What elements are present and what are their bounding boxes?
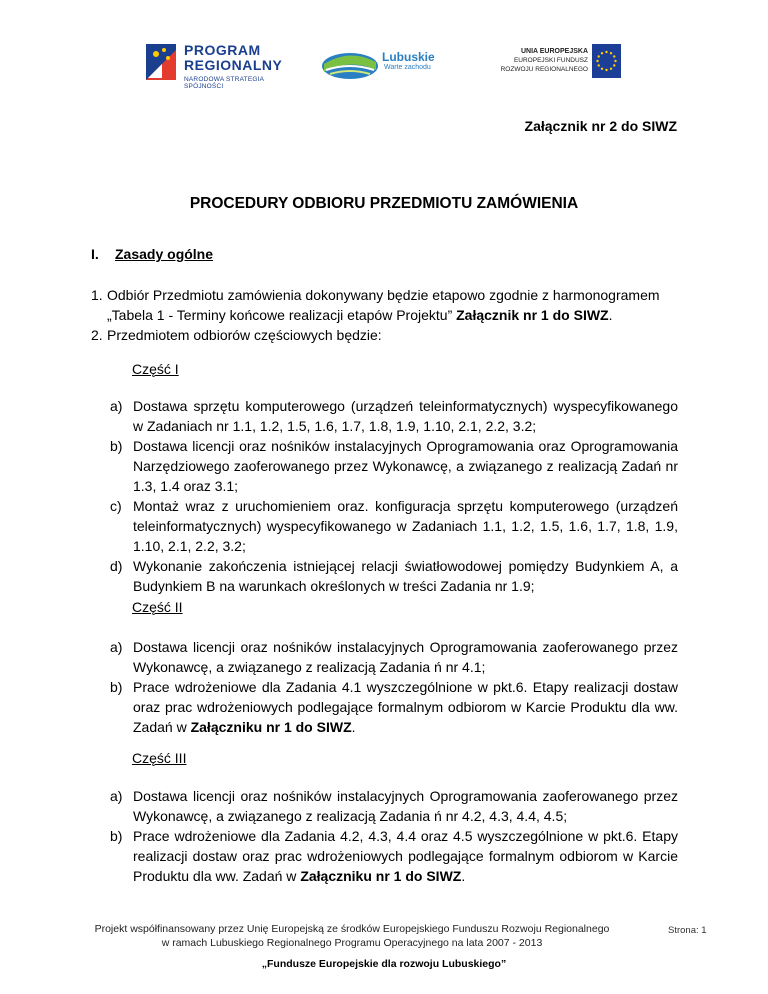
program-regionalny-emblem-icon — [144, 42, 180, 82]
part-list — [110, 786, 678, 886]
section-number: I. — [91, 246, 99, 262]
header-logos — [0, 36, 768, 96]
list-item — [110, 436, 678, 496]
item-text: Odbiór Przedmiotu zamówienia dokonywany będzie etapowo zgodnie z harmonogramem „Tabela 1 - Terminy końcowe realizacji etapów Projektu” — [107, 287, 660, 323]
lubuskie-emblem-icon — [320, 42, 380, 82]
list-item — [110, 637, 678, 677]
item-label: a) — [110, 639, 123, 655]
item-text: Dostawa sprzętu komputerowego (urządzeń teleinformatycznych) wyspecyfikowanego w Zadaniach nr 1.1, 1.2, 1.5, 1.6, 1.7, 1.8, 1.9, 1.10, 2.1, 2.2, 3.2; — [133, 398, 678, 434]
list-item — [110, 786, 678, 826]
item-bold-text: Załącznik nr 1 do SIWZ — [456, 307, 609, 323]
program-logo-line2: REGIONALNY — [184, 57, 283, 73]
program-regionalny-logo — [144, 40, 304, 88]
item-text: Przedmiotem odbiorów częściowych będzie: — [107, 327, 382, 343]
eu-star — [601, 52, 603, 54]
list-item — [91, 285, 677, 325]
eu-star — [605, 69, 607, 71]
document-title: PROCEDURY ODBIORU PRZEDMIOTU ZAMÓWIENIA — [189, 195, 579, 212]
list-item — [110, 556, 678, 596]
item-bold-text: Załączniku nr 1 do SIWZ — [190, 719, 352, 735]
eu-logo-line1: UNIA EUROPEJSKA — [520, 48, 588, 55]
eu-star — [614, 60, 616, 62]
eu-star — [605, 51, 607, 53]
eu-star — [613, 64, 615, 66]
item-label: c) — [110, 498, 122, 514]
part-heading: Część I — [132, 361, 179, 377]
footer-slogan: „Fundusze Europejskie dla rozwoju Lubuskiego” — [261, 958, 507, 970]
item-text-end: . — [608, 307, 613, 323]
item-text-end: . — [461, 868, 466, 884]
eu-star — [613, 55, 615, 57]
item-label: d) — [110, 558, 123, 574]
item-label: b) — [110, 828, 123, 844]
list-item — [110, 396, 678, 436]
eu-star — [596, 60, 598, 62]
eu-logo-line3: ROZWOJU REGIONALNEGO — [500, 66, 588, 73]
footer-line2: w ramach Lubuskiego Regionalnego Programu Operacyjnego na lata 2007 - 2013 — [161, 937, 543, 949]
part-heading: Część III — [132, 750, 187, 766]
lubuskie-tagline: Warte zachodu — [384, 64, 431, 71]
part-list — [110, 637, 678, 737]
item-text: Prace wdrożeniowe dla Zadania 4.2, 4.3, 4.4 oraz 4.5 wyszczególnione w pkt.6. Etapy realizacji dostaw oraz prac wdrożeniowych podlegające formalnym odbiorom w Karcie Produktu dla ww. Zadań w — [133, 828, 678, 884]
item-text: Prace wdrożeniowe dla Zadania 4.1 wyszczególnione w pkt.6. Etapy realizacji dostaw oraz prac wdrożeniowych podlegające formalnym odbiorom w Karcie Produktu dla ww. Zadań w — [133, 679, 678, 735]
item-text: Wykonanie zakończenia istniejącej relacji światłowodowej pomiędzy Budynkiem A, a Budynkiem B na warunkach określonych w treści Zadania nr 1.9; — [133, 558, 678, 594]
item-text: Dostawa licencji oraz nośników instalacyjnych Oprogramowania zaoferowanego przez Wykonawcę, a związanego z realizacją Zadania ń nr 4.2, 4.3, 4.4, 4.5; — [133, 788, 678, 824]
item-bold-text: Załączniku nr 1 do SIWZ — [300, 868, 462, 884]
item-label: a) — [110, 398, 123, 414]
lubuskie-logo — [320, 42, 450, 86]
annex-label: Załącznik nr 2 do SIWZ — [524, 118, 677, 134]
eu-star — [598, 64, 600, 66]
eu-star — [610, 52, 612, 54]
item-text-end: . — [351, 719, 356, 735]
item-label: 2. — [91, 327, 103, 343]
item-text: Dostawa licencji oraz nośników instalacyjnych Oprogramowania zaoferowanego przez Wykonawcę, a związanego z realizacją Zadania ń nr 4.1; — [133, 639, 678, 675]
item-text: Montaż wraz z uruchomieniem oraz. konfiguracja sprzętu komputerowego (urządzeń teleinformatycznych) wyspecyfikowanego w Zadaniach 1.1, 1.2, 1.5, 1.6, 1.7, 1.8, 1.9, 1.10, 2.1, 2.2, 3.2; — [133, 498, 678, 554]
item-label: 1. — [91, 287, 103, 303]
section-title: Zasady ogólne — [115, 246, 214, 262]
page-number: Strona: 1 — [668, 925, 707, 936]
part-list — [110, 396, 678, 596]
item-label: a) — [110, 788, 123, 804]
eu-logo — [480, 44, 630, 88]
item-label: b) — [110, 438, 123, 454]
program-logo-line1: PROGRAM — [184, 42, 261, 58]
item-label: b) — [110, 679, 123, 695]
footer-line1: Projekt współfinansowany przez Unię Europejską ze środków Europejskiego Funduszu Rozwoju Regionalnego — [94, 923, 610, 935]
list-item — [91, 325, 677, 345]
eu-star — [601, 68, 603, 70]
lubuskie-name: Lubuskie — [382, 50, 435, 64]
section-heading — [91, 246, 213, 262]
eu-star — [598, 55, 600, 57]
eu-logo-line2: EUROPEJSKI FUNDUSZ — [513, 57, 588, 64]
list-item — [110, 677, 678, 737]
main-numbered-list — [91, 285, 677, 345]
eu-flag-icon — [592, 44, 621, 78]
eu-star — [610, 68, 612, 70]
program-logo-line3: NARODOWA STRATEGIA SPÓJNOŚCI — [184, 76, 264, 90]
item-text: Dostawa licencji oraz nośników instalacyjnych Oprogramowania oraz Oprogramowania Narzędziowego zaoferowanego przez Wykonawcę, a związanego z realizacją Zadań nr 1.3, 1.4 oraz 3.1; — [133, 438, 678, 494]
part-heading: Część II — [132, 599, 183, 615]
list-item — [110, 496, 678, 556]
list-item — [110, 826, 678, 886]
